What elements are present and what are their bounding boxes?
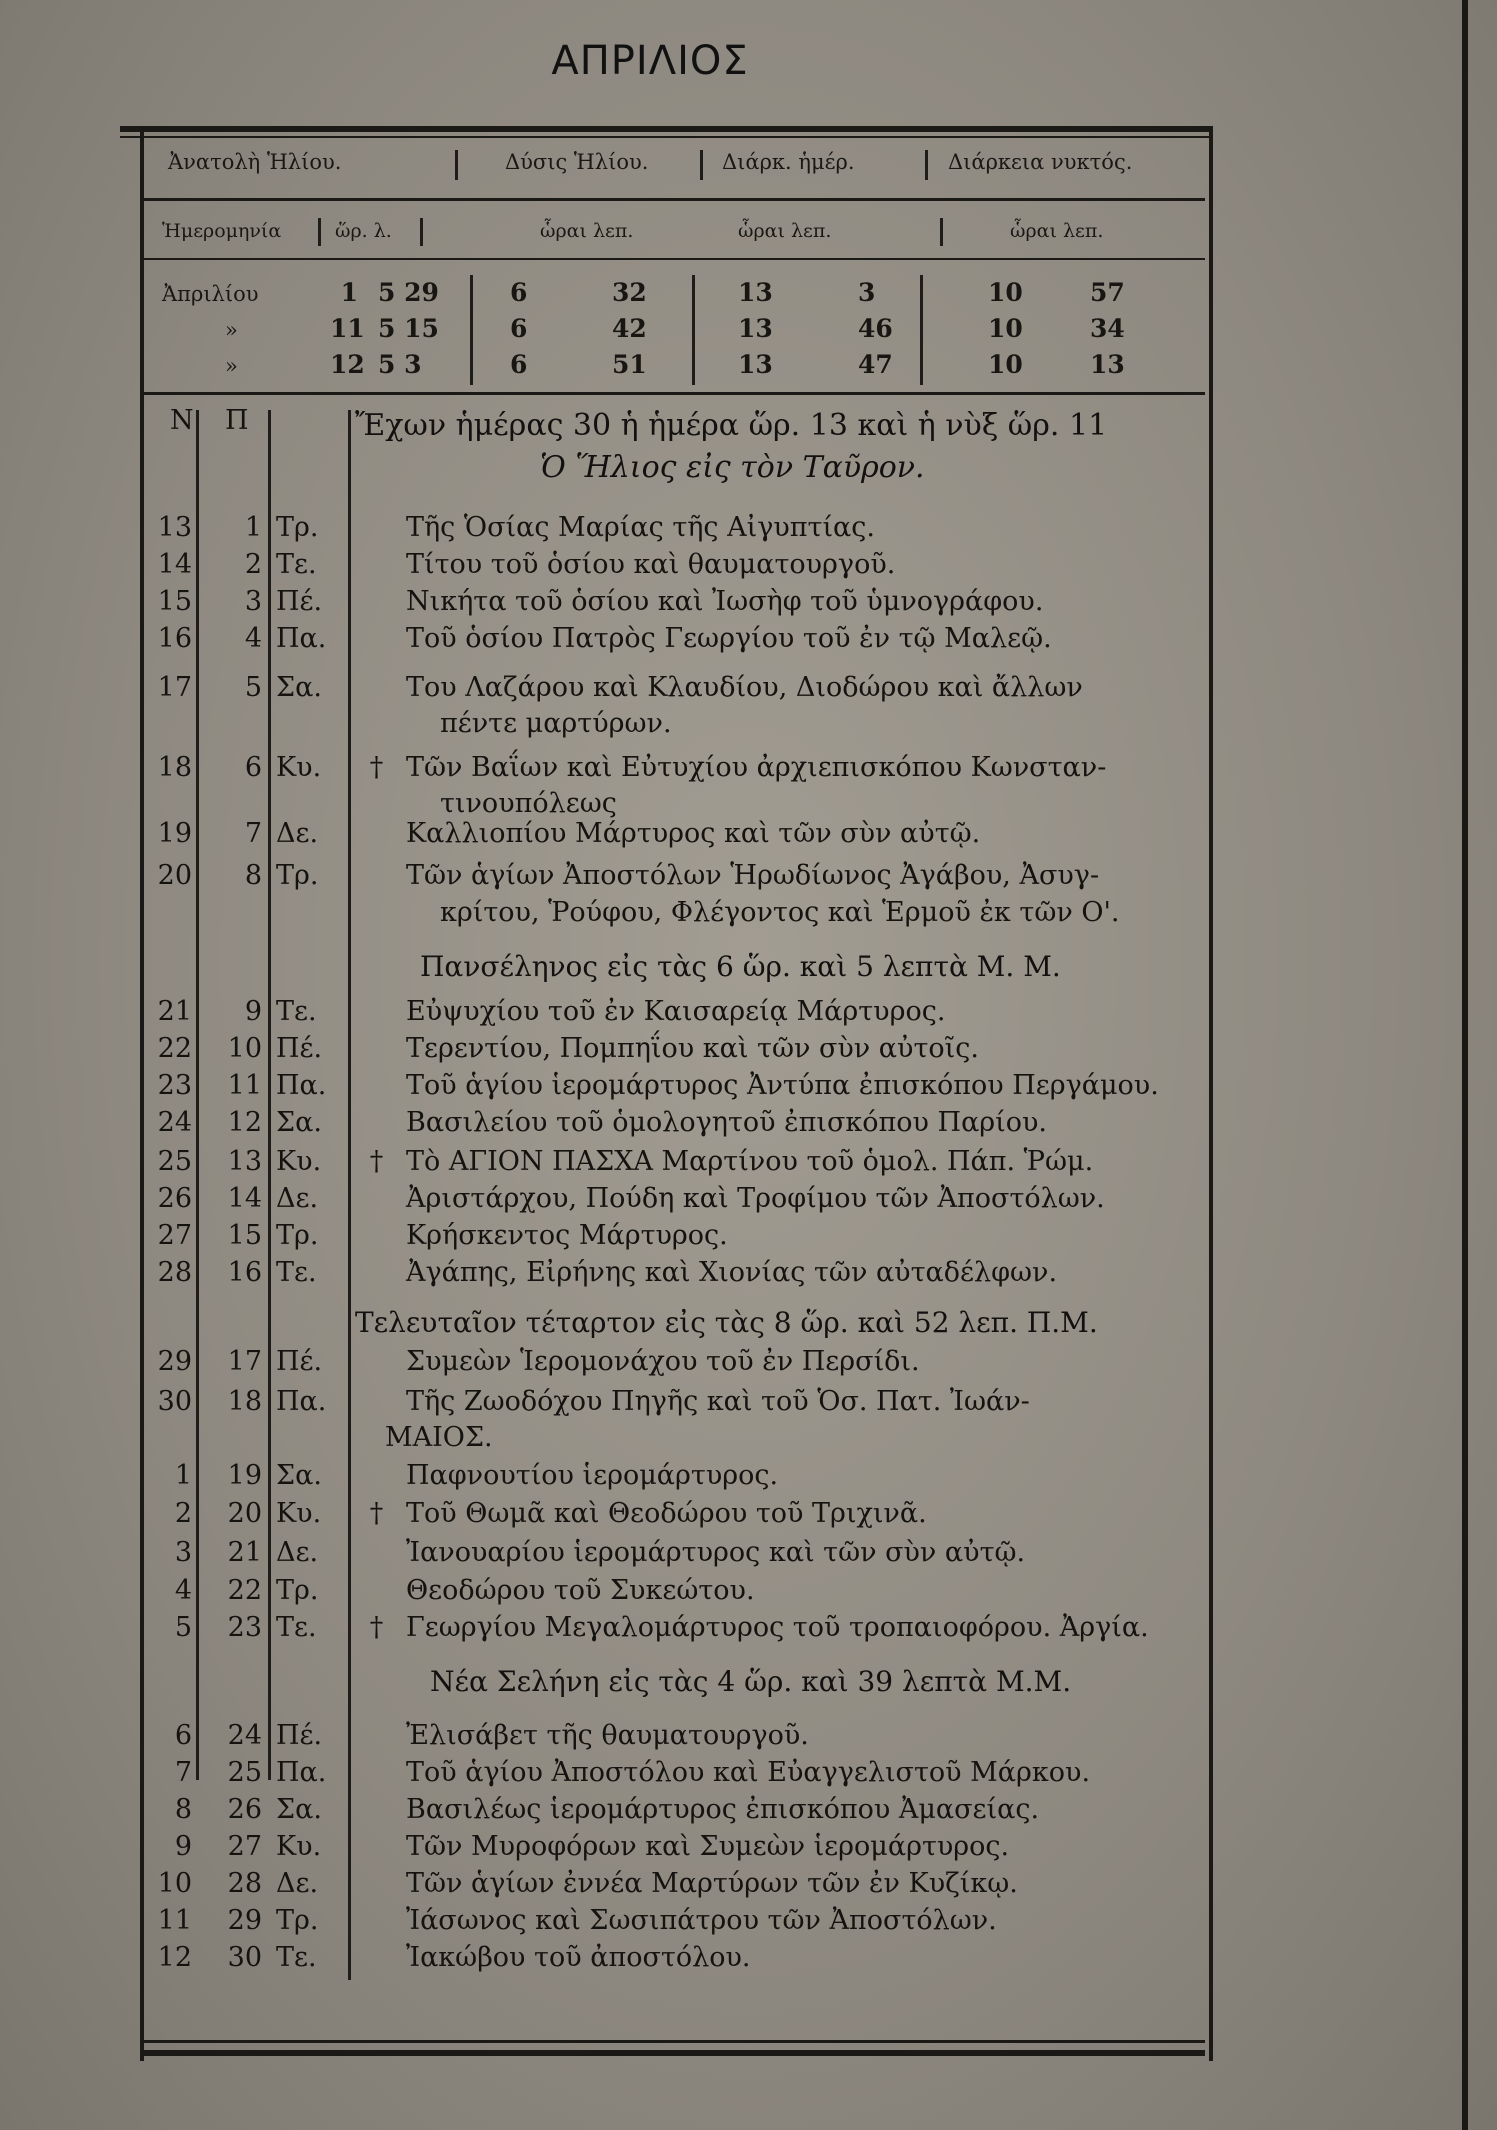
sun-row-day-m: 3 (858, 278, 876, 307)
calendar-row (144, 1386, 1204, 1423)
old-style-day: 15 (227, 1220, 262, 1251)
calendar-row (144, 752, 1204, 789)
subheader-night: ὧραι λεπ. (1010, 220, 1104, 242)
calendar-row (144, 1831, 1204, 1868)
header-day-length: Διάρκ. ἡμέρ. (722, 150, 855, 174)
saints-text: Ἀγάπης, Εἰρήνης καὶ Χιονίας τῶν αὐταδέλφων. (406, 1257, 1058, 1288)
weekday: Σα. (276, 1460, 322, 1491)
sun-row-set-h: 6 (510, 350, 528, 379)
new-style-day: 2 (174, 1498, 192, 1529)
old-style-day: 7 (244, 818, 262, 849)
sun-row-day-h: 13 (738, 350, 773, 379)
sun-row-night-m: 13 (1090, 350, 1125, 379)
sun-row-set-m: 51 (612, 350, 647, 379)
sun-table-bottom-rule (140, 392, 1205, 395)
bottom-border (140, 2050, 1205, 2056)
calendar-row (144, 1183, 1204, 1220)
weekday: Τρ. (276, 860, 319, 891)
old-style-day: 23 (227, 1612, 262, 1643)
divider (925, 150, 928, 180)
month-summary: Ἔχων ἡμέρας 30 ἡ ἡμέρα ὥρ. 13 καὶ ἡ νὺξ ὥρ. 11 (355, 408, 1108, 443)
calendar-row (144, 1757, 1204, 1794)
new-style-day: 15 (157, 586, 192, 617)
weekday: Πα. (276, 623, 327, 654)
old-style-day: 20 (227, 1498, 262, 1529)
weekday: Πέ. (276, 1033, 323, 1064)
old-style-day: 1 (244, 512, 262, 543)
weekday: Πα. (276, 1386, 327, 1417)
divider (692, 275, 695, 385)
saints-text: Ἐλισάβετ τῆς θαυματουργοῦ. (406, 1720, 809, 1751)
sun-row-label: Ἀπριλίου (162, 282, 259, 306)
saints-text: Τῶν ἁγίων ἐννέα Μαρτύρων τῶν ἐν Κυζίκῳ. (406, 1868, 1018, 1899)
weekday: Σα. (276, 1107, 322, 1138)
new-style-day: 1 (174, 1460, 192, 1491)
sun-row-day-h: 13 (738, 314, 773, 343)
weekday: Τρ. (276, 512, 319, 543)
calendar-row (144, 1220, 1204, 1257)
calendar-row (144, 549, 1204, 586)
sun-row-night-m: 57 (1090, 278, 1125, 307)
month-title: ΑΠΡΙΛΙΟΣ (551, 38, 749, 84)
weekday: Τε. (276, 1942, 317, 1973)
weekday: Πα. (276, 1070, 327, 1101)
divider (700, 150, 703, 180)
zodiac-note: Ὁ Ἥλιος εἰς τὸν Ταῦρον. (540, 450, 925, 485)
calendar-row (144, 512, 1204, 549)
old-style-day: 24 (227, 1720, 262, 1751)
sun-row-day: 1 (340, 278, 358, 307)
calendar-row (144, 623, 1204, 660)
divider (920, 275, 923, 385)
saints-text: Ἰάσωνος καὶ Σωσιπάτρου τῶν Ἀποστόλων. (406, 1905, 997, 1936)
saints-text: Τοῦ ἁγίου Ἀποστόλου καὶ Εὐαγγελιστοῦ Μάρκου. (406, 1757, 1091, 1788)
header-night-length: Διάρκεια νυκτός. (948, 150, 1133, 174)
calendar-row (144, 1257, 1204, 1294)
feast-cross: † (369, 1146, 384, 1177)
weekday: Δε. (276, 1537, 319, 1568)
sun-row-night-h: 10 (988, 314, 1023, 343)
old-style-day: 18 (227, 1386, 262, 1417)
new-style-day: 17 (157, 672, 192, 703)
sun-row-rise: 5 29 (378, 278, 439, 307)
old-style-day: 30 (227, 1942, 262, 1973)
old-style-day: 22 (227, 1575, 262, 1606)
calendar-row (144, 860, 1204, 897)
new-style-day: 24 (157, 1107, 192, 1138)
new-style-day: 7 (174, 1757, 192, 1788)
calendar-row (144, 1460, 1204, 1497)
old-style-day: 10 (227, 1033, 262, 1064)
old-style-day: 2 (244, 549, 262, 580)
new-style-day: 12 (157, 1942, 192, 1973)
calendar-row (144, 1498, 1204, 1535)
divider (940, 218, 943, 246)
old-style-day: 27 (227, 1831, 262, 1862)
calendar-row (144, 818, 1204, 855)
weekday: Πέ. (276, 586, 323, 617)
calendar-row (144, 1107, 1204, 1144)
old-style-day: 5 (244, 672, 262, 703)
subheader-rise: ὥρ. λ. (335, 220, 392, 242)
new-style-day: 6 (174, 1720, 192, 1751)
sun-row-set-h: 6 (510, 278, 528, 307)
sun-row-night-m: 34 (1090, 314, 1125, 343)
moon-phase-last-quarter: Τελευταῖον τέταρτον εἰς τὰς 8 ὥρ. καὶ 52 λεπ. Π.Μ. (355, 1306, 1098, 1339)
new-style-day: 30 (157, 1386, 192, 1417)
sun-row-rise: 5 15 (378, 314, 439, 343)
saints-text: Παφνουτίου ἱερομάρτυρος. (406, 1460, 779, 1491)
new-style-day: 4 (174, 1575, 192, 1606)
saints-text: Τίτου τοῦ ὁσίου καὶ θαυματουργοῦ. (406, 549, 896, 580)
old-style-day: 28 (227, 1868, 262, 1899)
saints-text: Τῶν Μυροφόρων καὶ Συμεὼν ἱερομάρτυρος. (406, 1831, 1010, 1862)
weekday: Πέ. (276, 1346, 323, 1377)
new-style-day: 23 (157, 1070, 192, 1101)
adjacent-page-edge (1462, 0, 1468, 2130)
weekday: Κυ. (276, 1498, 322, 1529)
old-style-day: 4 (244, 623, 262, 654)
old-style-day: 13 (227, 1146, 262, 1177)
sun-row-set-m: 42 (612, 314, 647, 343)
new-style-day: 11 (157, 1905, 192, 1936)
weekday: Πέ. (276, 1720, 323, 1751)
new-style-day: 29 (157, 1346, 192, 1377)
new-style-day: 9 (174, 1831, 192, 1862)
new-style-day: 28 (157, 1257, 192, 1288)
saints-text: Βασιλείου τοῦ ὁμολογητοῦ ἐπισκόπου Παρίου. (406, 1107, 1048, 1138)
saints-text: Τοῦ Θωμᾶ καὶ Θεοδώρου τοῦ Τριχινᾶ. (406, 1498, 927, 1529)
new-style-day: 27 (157, 1220, 192, 1251)
subheader-rule (140, 258, 1205, 260)
saints-text-continuation: κρίτου, Ῥούφου, Φλέγοντος καὶ Ἑρμοῦ ἐκ τῶν Ο'. (440, 897, 1120, 928)
calendar-row (144, 1868, 1204, 1905)
column-header-old-style: Π (225, 405, 249, 436)
saints-text: Βασιλέως ἱερομάρτυρος ἐπισκόπου Ἀμασείας. (406, 1794, 1040, 1825)
old-style-day: 16 (227, 1257, 262, 1288)
moon-phase-new: Νέα Σελήνη εἰς τὰς 4 ὥρ. καὶ 39 λεπτὰ Μ.Μ. (430, 1665, 1072, 1698)
bottom-rule (140, 2040, 1205, 2043)
calendar-row (144, 1146, 1204, 1183)
header-rule (140, 198, 1205, 201)
weekday: Τε. (276, 1612, 317, 1643)
calendar-row (144, 1720, 1204, 1757)
saints-text: Ἰανουαρίου ἱερομάρτυρος καὶ τῶν σὺν αὐτῷ. (406, 1537, 1026, 1568)
sun-row-night-h: 10 (988, 350, 1023, 379)
saints-text: Κρήσκεντος Μάρτυρος. (406, 1220, 728, 1251)
sun-row-day: 12 (330, 350, 365, 379)
subheader-date: Ἡμερομηνία (162, 220, 282, 242)
weekday: Τε. (276, 996, 317, 1027)
calendar-row (144, 1070, 1204, 1107)
saints-text-continuation: τινουπόλεως (440, 788, 617, 819)
divider (455, 150, 458, 180)
weekday: Πα. (276, 1757, 327, 1788)
old-style-day: 3 (244, 586, 262, 617)
saints-text-continuation: πέντε μαρτύρων. (440, 708, 672, 739)
sun-row-label: » (225, 354, 238, 378)
old-style-day: 19 (227, 1460, 262, 1491)
saints-text: Ἰακώβου τοῦ ἀποστόλου. (406, 1942, 751, 1973)
saints-text: Νικήτα τοῦ ὁσίου καὶ Ἰωσὴφ τοῦ ὑμνογράφου. (406, 586, 1044, 617)
feast-cross: † (369, 752, 384, 783)
saints-text: Γεωργίου Μεγαλομάρτυρος τοῦ τροπαιοφόρου. Ἀργία. (406, 1612, 1149, 1643)
weekday: Σα. (276, 672, 322, 703)
saints-text: Καλλιοπίου Μάρτυρος καὶ τῶν σὺν αὐτῷ. (406, 818, 981, 849)
calendar-row (144, 1537, 1204, 1574)
new-style-day: 3 (174, 1537, 192, 1568)
sun-row-set-h: 6 (510, 314, 528, 343)
new-style-day: 13 (157, 512, 192, 543)
old-style-day: 14 (227, 1183, 262, 1214)
saints-text: Τοῦ ἁγίου ἱερομάρτυρος Ἀντύπα ἐπισκόπου Περγάμου. (406, 1070, 1159, 1101)
weekday: Τε. (276, 1257, 317, 1288)
calendar-row (144, 586, 1204, 623)
sun-row-day-m: 47 (858, 350, 893, 379)
weekday: Κυ. (276, 1831, 322, 1862)
sun-row-label: » (225, 318, 238, 342)
divider (318, 218, 321, 246)
saints-text: Τοῦ ὁσίου Πατρὸς Γεωργίου τοῦ ἐν τῷ Μαλεῷ. (406, 623, 1052, 654)
subheader-day: ὧραι λεπ. (738, 220, 832, 242)
weekday: Τρ. (276, 1575, 319, 1606)
saints-text: Τῆς Ὁσίας Μαρίας τῆς Αἰγυπτίας. (406, 512, 875, 543)
feast-cross: † (369, 1612, 384, 1643)
weekday: Τε. (276, 549, 317, 580)
calendar-row (144, 1575, 1204, 1612)
weekday: Κυ. (276, 1146, 322, 1177)
sun-row-day: 11 (330, 314, 365, 343)
divider (420, 218, 423, 246)
calendar-row (144, 1612, 1204, 1649)
old-style-day: 8 (244, 860, 262, 891)
header-sunset: Δύσις Ἡλίου. (505, 150, 649, 174)
feast-cross: † (369, 1498, 384, 1529)
new-style-day: 5 (174, 1612, 192, 1643)
calendar-row (144, 1905, 1204, 1942)
saints-text: Συμεὼν Ἱερομονάχου τοῦ ἐν Περσίδι. (406, 1346, 920, 1377)
weekday: Δε. (276, 818, 319, 849)
weekday: Δε. (276, 1868, 319, 1899)
new-style-day: 25 (157, 1146, 192, 1177)
calendar-row (144, 1942, 1204, 1979)
sun-row-day-h: 13 (738, 278, 773, 307)
weekday: Σα. (276, 1794, 322, 1825)
column-header-new-style: Ν (170, 405, 194, 436)
saints-text: Τῶν ἁγίων Ἀποστόλων Ἡρωδίωνος Ἀγάβου, Ἀσυγ- (406, 860, 1100, 891)
old-style-day: 6 (244, 752, 262, 783)
old-style-day: 21 (227, 1537, 262, 1568)
new-style-day: 14 (157, 549, 192, 580)
new-style-day: 26 (157, 1183, 192, 1214)
weekday: Δε. (276, 1183, 319, 1214)
old-style-day: 12 (227, 1107, 262, 1138)
saints-text: Εὐψυχίου τοῦ ἐν Καισαρείᾳ Μάρτυρος. (406, 996, 946, 1027)
calendar-row (144, 1794, 1204, 1831)
divider (470, 275, 473, 385)
saints-text: Θεοδώρου τοῦ Συκεώτου. (406, 1575, 755, 1606)
calendar-row (144, 996, 1204, 1033)
subheader-set: ὧραι λεπ. (540, 220, 634, 242)
moon-phase-full: Πανσέληνος εἰς τὰς 6 ὥρ. καὶ 5 λεπτὰ Μ. Μ. (420, 950, 1061, 983)
calendar-row (144, 1346, 1204, 1383)
saints-text: Ἀριστάρχου, Πούδη καὶ Τροφίμου τῶν Ἀποστόλων. (406, 1183, 1105, 1214)
old-style-day: 9 (244, 996, 262, 1027)
new-style-day: 22 (157, 1033, 192, 1064)
sun-row-set-m: 32 (612, 278, 647, 307)
calendar-row (144, 672, 1204, 709)
old-style-day: 25 (227, 1757, 262, 1788)
weekday: Τρ. (276, 1220, 319, 1251)
old-style-day: 17 (227, 1346, 262, 1377)
new-style-day: 16 (157, 623, 192, 654)
new-style-day: 19 (157, 818, 192, 849)
new-style-day: 8 (174, 1794, 192, 1825)
sun-row-day-m: 46 (858, 314, 893, 343)
next-month-heading: ΜΑΙΟΣ. (385, 1422, 493, 1453)
weekday: Κυ. (276, 752, 322, 783)
new-style-day: 10 (157, 1868, 192, 1899)
saints-text: Του Λαζάρου καὶ Κλαυδίου, Διοδώρου καὶ ἄλλων (406, 672, 1083, 703)
saints-text: Τῶν Βαΐων καὶ Εὐτυχίου ἀρχιεπισκόπου Κωνσταν- (406, 752, 1107, 783)
weekday: Τρ. (276, 1905, 319, 1936)
new-style-day: 21 (157, 996, 192, 1027)
calendar-row (144, 1033, 1204, 1070)
old-style-day: 29 (227, 1905, 262, 1936)
saints-text: Τερεντίου, Πομπηΐου καὶ τῶν σὺν αὐτοῖς. (406, 1033, 979, 1064)
saints-text: Τὸ ΑΓΙΟΝ ΠΑΣΧΑ Μαρτίνου τοῦ ὁμολ. Πάπ. Ῥώμ. (406, 1146, 1094, 1177)
new-style-day: 18 (157, 752, 192, 783)
old-style-day: 11 (227, 1070, 262, 1101)
sun-row-rise: 5 3 (378, 350, 422, 379)
sun-row-night-h: 10 (988, 278, 1023, 307)
new-style-day: 20 (157, 860, 192, 891)
old-style-day: 26 (227, 1794, 262, 1825)
saints-text: Τῆς Ζωοδόχου Πηγῆς καὶ τοῦ Ὁσ. Πατ. Ἰωάν- (406, 1386, 1030, 1417)
header-sunrise: Ἀνατολὴ Ἡλίου. (168, 150, 342, 174)
